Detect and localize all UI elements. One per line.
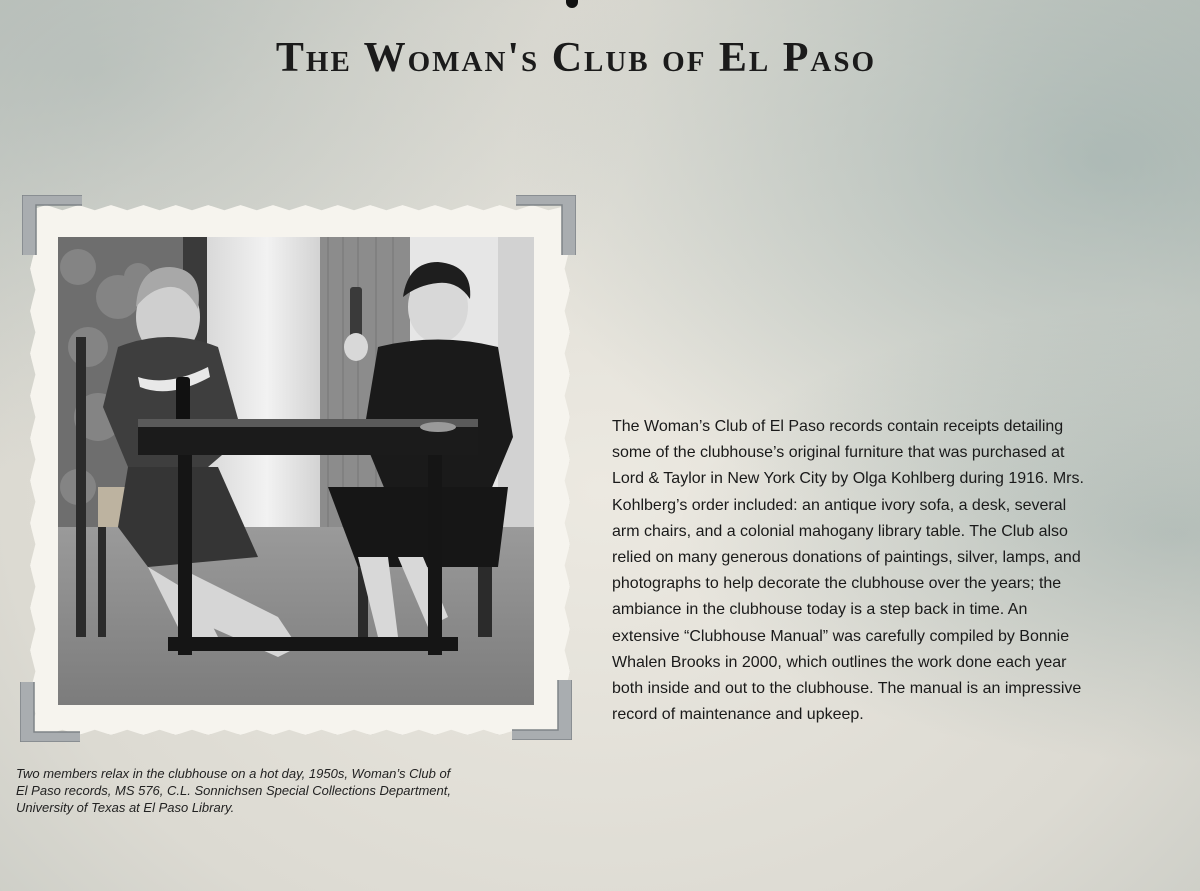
body-line: ambiance in the clubhouse today is a step back in time. An <box>612 601 1028 619</box>
photo-corner-top-left-icon <box>22 195 82 255</box>
caption-line: University of Texas at El Paso Library. <box>16 800 235 815</box>
photo-caption <box>16 765 516 816</box>
body-line: extensive “Clubhouse Manual” was carefully compiled by Bonnie <box>612 627 1070 645</box>
body-line: some of the clubhouse’s original furniture that was purchased at <box>612 444 1065 462</box>
historic-photo <box>58 237 534 705</box>
photo-corner-bottom-left-icon <box>20 682 80 742</box>
body-line: arm chairs, and a colonial mahogany library table. The Club also <box>612 522 1068 540</box>
body-line: Lord & Taylor in New York City by Olga Kohlberg during 1916. Mrs. <box>612 470 1084 488</box>
body-line: Kohlberg’s order included: an antique ivory sofa, a desk, several <box>612 496 1067 514</box>
caption-line: Two members relax in the clubhouse on a hot day, 1950s, Woman’s Club of <box>16 766 451 781</box>
body-line: Whalen Brooks in 2000, which outlines the work done each year <box>612 653 1067 671</box>
body-line: photographs to help decorate the clubhouse over the years; the <box>612 575 1062 593</box>
body-line: record of maintenance and upkeep. <box>612 706 864 724</box>
body-line: both inside and out to the clubhouse. The manual is an impressive <box>612 680 1082 698</box>
photo-corner-bottom-right-icon <box>512 680 572 740</box>
photo-corner-top-right-icon <box>516 195 576 255</box>
page-title: The Woman's Club of El Paso <box>275 35 877 81</box>
binding-hole <box>566 0 578 8</box>
body-paragraph <box>612 414 1152 728</box>
caption-line: El Paso records, MS 576, C.L. Sonnichsen Special Collections Department, <box>16 783 451 798</box>
body-line: relied on many generous donations of paintings, silver, lamps, and <box>612 549 1081 567</box>
body-line: The Woman’s Club of El Paso records contain receipts detailing <box>612 418 1064 435</box>
